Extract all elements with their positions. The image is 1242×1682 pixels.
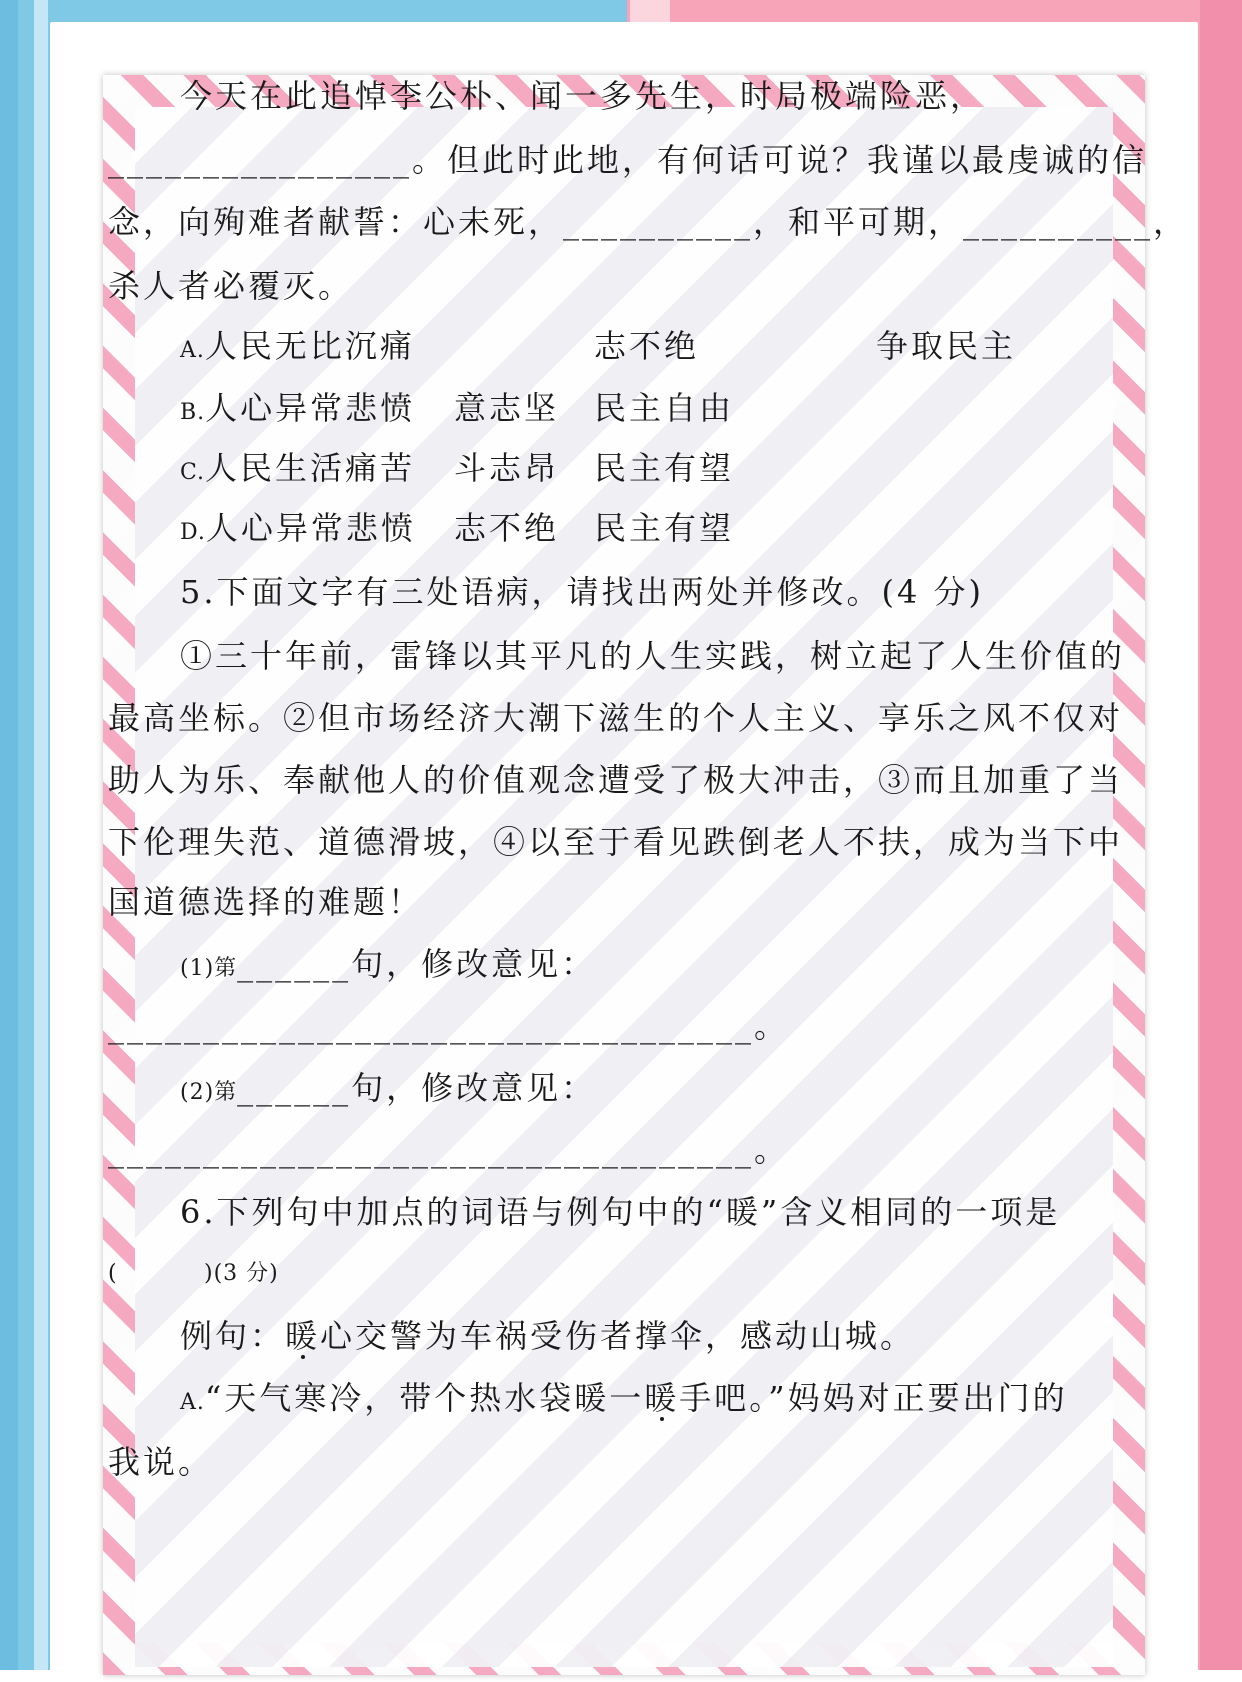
question-title: 5.下面文字有三处语病，请找出两处并修改。(4 分) bbox=[180, 573, 985, 611]
answer-blank-line[interactable]: __________________________________。 bbox=[108, 1007, 790, 1045]
answer-text: 句，修改意见： bbox=[351, 1069, 597, 1107]
passage-line: ①三十年前，雷锋以其平凡的人生实践，树立起了人生价值的 bbox=[180, 637, 1126, 675]
option-label: B. bbox=[180, 400, 206, 425]
paren-open: ( bbox=[108, 1261, 118, 1286]
passage-text: 念，向殉难者献誓：心未死， bbox=[108, 203, 564, 241]
option-text: 民主有望 bbox=[594, 509, 735, 547]
option-row bbox=[180, 448, 1140, 488]
blank-line: __________ bbox=[563, 203, 754, 241]
option-text: 人民生活痛苦 bbox=[205, 449, 416, 487]
answer-blank[interactable]: ______ bbox=[237, 945, 352, 983]
answer-paren bbox=[108, 1254, 408, 1294]
passage-line: 助人为乐、奉献他人的价值观念遭受了极大冲击，③而且加重了当 bbox=[108, 761, 1124, 799]
passage-text: ，和平可期， bbox=[753, 203, 964, 241]
option-row bbox=[180, 508, 1140, 548]
dotted-char: 暖 bbox=[644, 1379, 680, 1417]
option-label: C. bbox=[180, 460, 206, 485]
option-text: 手吧。”妈妈对正要出门的 bbox=[679, 1379, 1068, 1417]
option-text: 志不绝 bbox=[454, 509, 560, 547]
example-label: 例句： bbox=[180, 1317, 286, 1355]
example-line bbox=[180, 1316, 915, 1356]
bg-stripe bbox=[0, 0, 18, 1670]
option-text: 人心异常悲愤 bbox=[205, 389, 416, 427]
option-text: 志不绝 bbox=[594, 327, 700, 365]
bg-stripe bbox=[1200, 0, 1242, 1670]
blank-line: __________ bbox=[963, 203, 1154, 241]
passage-line: 杀人者必覆灭。 bbox=[108, 267, 354, 305]
passage-line: 国道德选择的难题！ bbox=[108, 883, 424, 921]
score-text: )(3 分) bbox=[204, 1261, 279, 1286]
question-title: 6.下列句中加点的词语与例句中的“暖”含义相同的一项是 bbox=[180, 1193, 1061, 1231]
passage-text: ， bbox=[1153, 203, 1189, 241]
passage-line bbox=[108, 140, 1147, 180]
option-text: 人民无比沉痛 bbox=[204, 327, 415, 365]
option-text: 民主自由 bbox=[594, 389, 735, 427]
answer-number: (2)第 bbox=[180, 1080, 238, 1105]
passage-line: 下伦理失范、道德滑坡，④以至于看见跌倒老人不扶，成为当下中 bbox=[108, 823, 1124, 861]
option-label: A. bbox=[180, 338, 205, 363]
answer-blank[interactable]: ______ bbox=[237, 1069, 352, 1107]
answer-number: (1)第 bbox=[180, 956, 238, 981]
option-text: 斗志昂 bbox=[454, 449, 560, 487]
option-text: 民主有望 bbox=[594, 449, 735, 487]
passage-line: 最高坐标。②但市场经济大潮下滋生的个人主义、享乐之风不仅对 bbox=[108, 699, 1124, 737]
bg-stripe bbox=[34, 0, 48, 1670]
option-text: 争取民主 bbox=[876, 327, 1017, 365]
answer-text: 句，修改意见： bbox=[351, 945, 597, 983]
option-label: A. bbox=[180, 1390, 205, 1415]
answer-line bbox=[180, 1068, 596, 1113]
option-label: D. bbox=[180, 520, 206, 545]
option-text: 意志坚 bbox=[454, 389, 560, 427]
option-row bbox=[180, 388, 1140, 428]
option-row bbox=[180, 326, 1140, 366]
option-text: 人心异常悲愤 bbox=[205, 509, 416, 547]
dotted-char: 暖 bbox=[285, 1317, 321, 1355]
answer-blank-line[interactable]: __________________________________。 bbox=[108, 1131, 790, 1169]
option-text: “天气寒冷，带个热水袋暖一 bbox=[204, 1379, 645, 1417]
option-line: 我说。 bbox=[108, 1443, 214, 1481]
passage-line bbox=[108, 202, 1188, 242]
passage-line: 今天在此追悼李公朴、闻一多先生，时局极端险恶， bbox=[180, 77, 986, 115]
passage-text: 。但此时此地，有何话可说？我谨以最虔诚的信 bbox=[412, 141, 1148, 179]
example-text: 心交警为车祸受伤者撑伞，感动山城。 bbox=[320, 1317, 916, 1355]
option-line bbox=[180, 1378, 1068, 1423]
answer-line bbox=[180, 944, 596, 989]
blank-line: ________________ bbox=[108, 141, 412, 179]
